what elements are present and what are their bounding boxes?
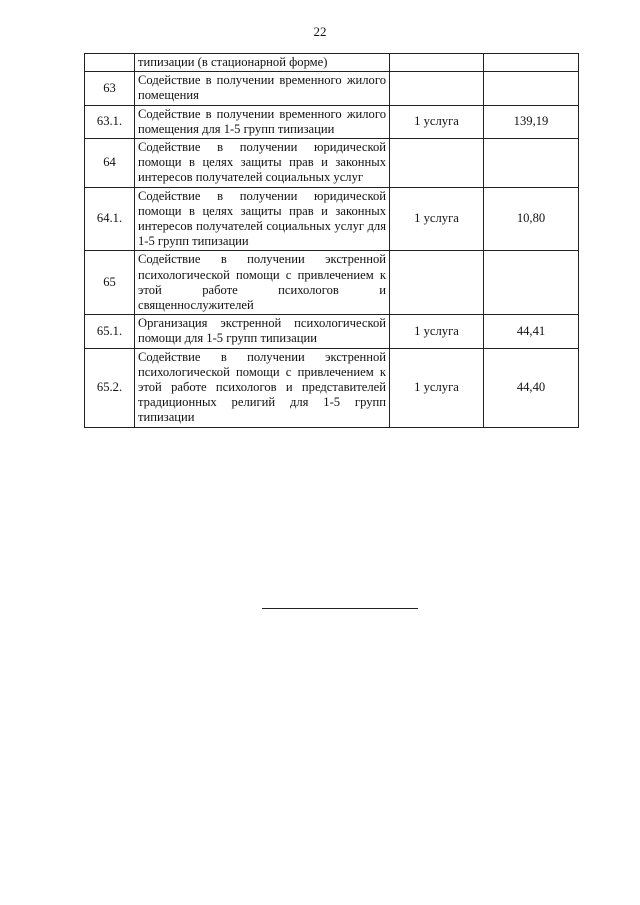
row-number: 64.1.	[85, 187, 135, 251]
service-name: Содействие в получении временного жилого помещения	[135, 72, 390, 105]
row-number: 63.1.	[85, 105, 135, 138]
tariff-table	[84, 53, 579, 428]
service-price	[484, 139, 579, 188]
service-name: Содействие в получении юридической помощи в целях защиты прав и законных интересов получателей социальных услуг	[135, 139, 390, 188]
service-price	[484, 251, 579, 315]
service-unit	[390, 72, 484, 105]
service-name: типизации (в стационарной форме)	[135, 54, 390, 72]
service-price: 10,80	[484, 187, 579, 251]
table-row	[85, 105, 579, 138]
table-row	[85, 251, 579, 315]
row-number: 63	[85, 72, 135, 105]
table-row	[85, 54, 579, 72]
row-number: 65	[85, 251, 135, 315]
service-price	[484, 72, 579, 105]
service-name: Организация экстренной психологической помощи для 1-5 групп типизации	[135, 315, 390, 348]
service-name: Содействие в получении экстренной психологической помощи с привлечением к этой работе психологов и представителей традиционных религий для 1-5 групп типизации	[135, 348, 390, 427]
service-unit: 1 услуга	[390, 315, 484, 348]
row-number	[85, 54, 135, 72]
service-price	[484, 54, 579, 72]
table-row	[85, 139, 579, 188]
table-row	[85, 187, 579, 251]
row-number: 65.2.	[85, 348, 135, 427]
end-rule	[262, 608, 418, 609]
page-number: 22	[313, 24, 327, 39]
service-name: Содействие в получении юридической помощи в целях защиты прав и законных интересов получателей социальных услуг для 1-5 групп типизации	[135, 187, 390, 251]
service-unit: 1 услуга	[390, 187, 484, 251]
service-unit: 1 услуга	[390, 105, 484, 138]
service-unit	[390, 54, 484, 72]
table-row	[85, 348, 579, 427]
table-row	[85, 72, 579, 105]
service-unit: 1 услуга	[390, 348, 484, 427]
service-price: 44,41	[484, 315, 579, 348]
service-price: 139,19	[484, 105, 579, 138]
service-unit	[390, 139, 484, 188]
service-price: 44,40	[484, 348, 579, 427]
service-unit	[390, 251, 484, 315]
table-row	[85, 315, 579, 348]
service-name: Содействие в получении временного жилого помещения для 1-5 групп типизации	[135, 105, 390, 138]
row-number: 65.1.	[85, 315, 135, 348]
row-number: 64	[85, 139, 135, 188]
service-name: Содействие в получении экстренной психологической помощи с привлечением к этой работе психологов и священнослужителей	[135, 251, 390, 315]
